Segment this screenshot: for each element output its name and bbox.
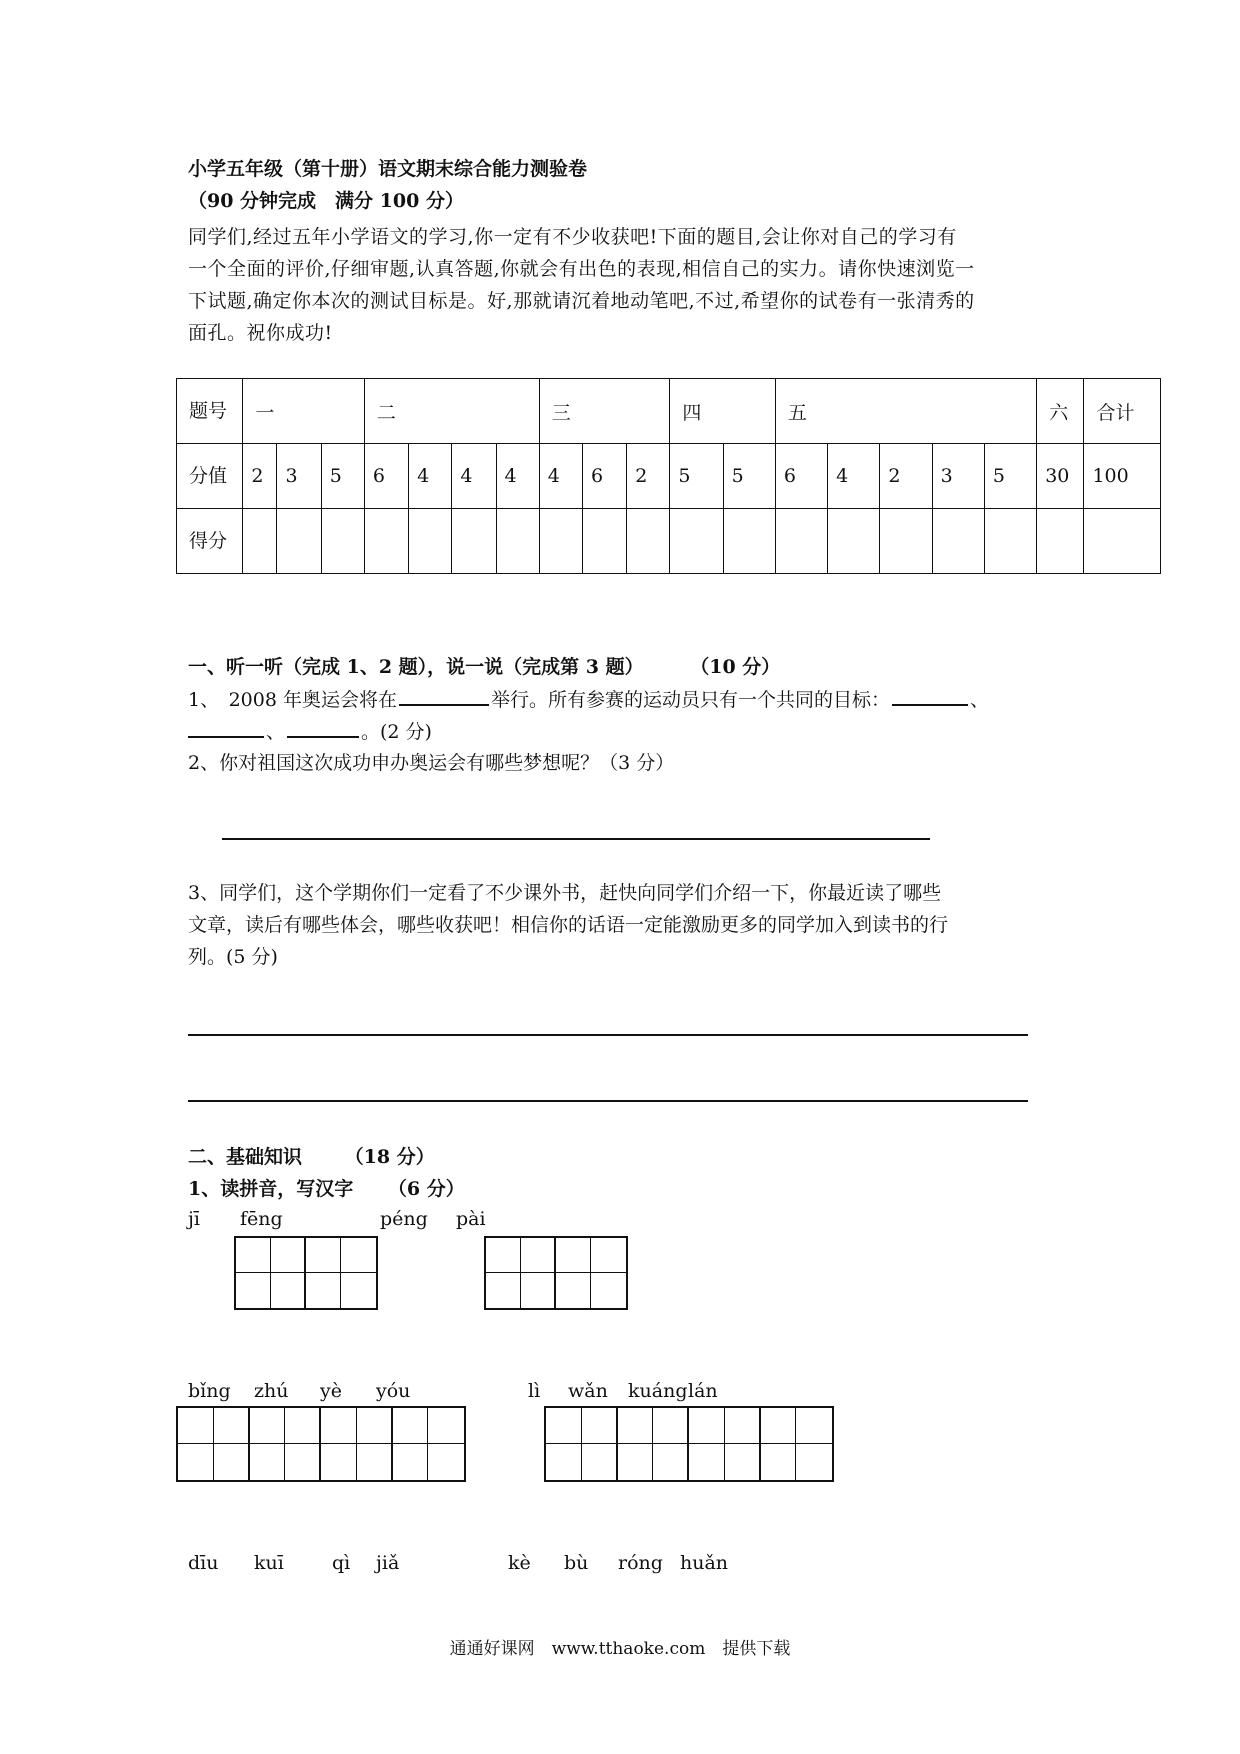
intro-line-1: 同学们,经过五年小学语文的学习,你一定有不少收获吧!下面的题目,会让你对自己的学习有 [188, 226, 957, 248]
section2-heading [188, 1142, 435, 1169]
points-cell: 4 [452, 444, 496, 509]
earned-cell[interactable] [243, 509, 277, 574]
grid-cell[interactable] [761, 1444, 797, 1480]
points-cell: 5 [670, 444, 723, 509]
points-cell: 6 [582, 444, 626, 509]
grid-cell[interactable] [236, 1238, 271, 1273]
page-footer: 通通好课网 www.tthaoke.com 提供下载 [449, 1639, 791, 1659]
earned-cell[interactable] [321, 509, 364, 574]
grid-cell[interactable] [285, 1408, 321, 1444]
grid-cell[interactable] [546, 1444, 582, 1480]
grid-cell[interactable] [393, 1408, 429, 1444]
q3-answer-line-1[interactable] [188, 1034, 1028, 1036]
earned-cell[interactable] [670, 509, 723, 574]
grid-cell[interactable] [306, 1238, 341, 1273]
q1-text-b: 举行。所有参赛的运动员只有一个共同的目标： [490, 689, 890, 711]
grid-cell[interactable] [653, 1408, 689, 1444]
points-cell: 2 [627, 444, 670, 509]
char-grid-3[interactable] [176, 1406, 466, 1482]
earned-cell[interactable] [984, 509, 1036, 574]
pinyin: huǎn [680, 1552, 729, 1574]
intro-line-2: 一个全面的评价,仔细审题,认真答题,你就会有出色的表现,相信自己的实力。请你快速浏览一 [188, 258, 975, 280]
points-cell: 6 [775, 444, 827, 509]
points-cell: 2 [880, 444, 932, 509]
earned-cell[interactable] [539, 509, 582, 574]
points-cell: 2 [243, 444, 277, 509]
pinyin: wǎn [568, 1380, 608, 1402]
pinyin: bǐng [188, 1380, 231, 1402]
grid-cell[interactable] [178, 1408, 214, 1444]
grid-cell[interactable] [214, 1444, 250, 1480]
question-header-5: 五 [775, 379, 1036, 444]
earned-cell[interactable] [409, 509, 452, 574]
pinyin: yè [320, 1380, 342, 1402]
grid-cell[interactable] [306, 1273, 341, 1308]
grid-cell[interactable] [653, 1444, 689, 1480]
earned-cell[interactable] [775, 509, 827, 574]
grid-cell[interactable] [582, 1408, 618, 1444]
pinyin: pài [456, 1208, 486, 1230]
question-header-3: 三 [539, 379, 670, 444]
earned-cell-total[interactable] [1084, 509, 1161, 574]
pinyin: lì [528, 1380, 541, 1402]
points-cell: 6 [364, 444, 408, 509]
pinyin: kuáng [628, 1380, 688, 1402]
char-grid-2[interactable] [484, 1236, 628, 1310]
score-row-earned [177, 509, 1161, 574]
question-1 [188, 684, 1088, 712]
grid-cell[interactable] [428, 1408, 464, 1444]
intro-line-3: 下试题,确定你本次的测试目标是。好,那就请沉着地动笔吧,不过,希望你的试卷有一张清秀的 [188, 290, 975, 312]
earned-cell[interactable] [932, 509, 984, 574]
earned-cell[interactable] [277, 509, 321, 574]
q1-sep-1: 、 [970, 689, 990, 711]
points-cell: 4 [539, 444, 582, 509]
question-3-line-1: 3、同学们，这个学期你们一定看了不少课外书，赶快向同学们介绍一下，你最近读了哪些 [188, 882, 942, 904]
points-cell: 4 [828, 444, 880, 509]
grid-cell[interactable] [521, 1273, 556, 1308]
question-header-2: 二 [364, 379, 539, 444]
grid-cell[interactable] [357, 1444, 393, 1480]
grid-cell[interactable] [321, 1408, 357, 1444]
row-label-earned: 得分 [177, 509, 243, 574]
grid-cell[interactable] [250, 1408, 286, 1444]
pinyin: zhú [254, 1380, 289, 1402]
grid-cell[interactable] [271, 1273, 306, 1308]
points-cell: 4 [496, 444, 539, 509]
grid-cell[interactable] [689, 1408, 725, 1444]
question-2: 2、你对祖国这次成功申办奥运会有哪些梦想呢？（3 分） [188, 752, 675, 774]
q1-blank-goal-1[interactable] [892, 684, 968, 706]
grid-cell[interactable] [725, 1408, 761, 1444]
earned-cell[interactable] [364, 509, 408, 574]
section1-heading [188, 652, 780, 679]
grid-cell[interactable] [618, 1444, 654, 1480]
grid-cell[interactable] [546, 1408, 582, 1444]
exam-subtitle: （90 分钟完成 满分 100 分） [188, 190, 464, 212]
pinyin: kuī [254, 1552, 284, 1574]
grid-cell[interactable] [285, 1444, 321, 1480]
pinyin: dīu [188, 1552, 219, 1574]
grid-cell[interactable] [428, 1444, 464, 1480]
pinyin: jī [188, 1208, 200, 1230]
grid-cell[interactable] [521, 1238, 556, 1273]
score-table [176, 378, 1161, 574]
question-header-4: 四 [670, 379, 776, 444]
row-label-question: 题号 [177, 379, 243, 444]
points-cell: 5 [723, 444, 775, 509]
pinyin: róng [618, 1552, 663, 1574]
points-cell: 5 [321, 444, 364, 509]
question-3-line-2: 文章，读后有哪些体会，哪些收获吧！相信你的话语一定能激励更多的同学加入到读书的行 [188, 914, 949, 936]
points-cell: 3 [932, 444, 984, 509]
earned-cell[interactable] [828, 509, 880, 574]
grid-cell[interactable] [250, 1444, 286, 1480]
earned-cell[interactable] [496, 509, 539, 574]
grid-cell[interactable] [393, 1444, 429, 1480]
sub1-text: 1、读拼音，写汉字 [188, 1178, 354, 1200]
char-grid-1[interactable] [234, 1236, 378, 1310]
q1-points: 。(2 分) [361, 721, 432, 743]
grid-cell[interactable] [486, 1238, 521, 1273]
char-grid-4[interactable] [544, 1406, 834, 1482]
section1-points: （10 分） [690, 656, 781, 678]
q1-blank-goal-2[interactable] [188, 716, 264, 738]
grid-cell[interactable] [796, 1444, 832, 1480]
q2-answer-line[interactable] [222, 838, 930, 840]
score-row-question [177, 379, 1161, 444]
grid-cell[interactable] [556, 1238, 591, 1273]
section2-sub1 [188, 1174, 465, 1201]
grid-cell[interactable] [214, 1408, 250, 1444]
pinyin: fēng [240, 1208, 283, 1230]
q1-text-a: 1、 2008 年奥运会将在 [188, 689, 397, 711]
pinyin: péng [380, 1208, 428, 1230]
points-cell: 4 [409, 444, 452, 509]
pinyin: qì [332, 1552, 351, 1574]
grid-cell[interactable] [725, 1444, 761, 1480]
earned-cell[interactable] [582, 509, 626, 574]
earned-cell[interactable] [723, 509, 775, 574]
question-3-line-3: 列。(5 分) [188, 946, 278, 968]
grid-cell[interactable] [321, 1444, 357, 1480]
grid-cell[interactable] [341, 1238, 376, 1273]
pinyin: bù [564, 1552, 589, 1574]
grid-cell[interactable] [341, 1273, 376, 1308]
sub1-points: （6 分） [387, 1178, 465, 1200]
q3-answer-line-2[interactable] [188, 1100, 1028, 1102]
points-cell: 30 [1037, 444, 1084, 509]
score-row-points [177, 444, 1161, 509]
grid-cell[interactable] [556, 1273, 591, 1308]
question-header-6: 六 [1037, 379, 1084, 444]
row-label-points: 分值 [177, 444, 243, 509]
pinyin: jiǎ [376, 1552, 400, 1574]
q1-sep-2: 、 [266, 721, 286, 743]
question-header-total: 合计 [1084, 379, 1161, 444]
earned-cell[interactable] [452, 509, 496, 574]
grid-cell[interactable] [689, 1444, 725, 1480]
grid-cell[interactable] [236, 1273, 271, 1308]
q1-blank-goal-3[interactable] [287, 716, 359, 738]
section1-heading-text: 一、听一听（完成 1、2 题），说一说（完成第 3 题） [188, 656, 644, 678]
grid-cell[interactable] [796, 1408, 832, 1444]
grid-cell[interactable] [582, 1444, 618, 1480]
exam-title: 小学五年级（第十册）语文期末综合能力测验卷 [188, 158, 588, 180]
pinyin: lán [688, 1380, 718, 1402]
pinyin: kè [508, 1552, 531, 1574]
grid-cell[interactable] [271, 1238, 306, 1273]
earned-cell[interactable] [627, 509, 670, 574]
grid-cell[interactable] [618, 1408, 654, 1444]
grid-cell[interactable] [357, 1408, 393, 1444]
points-cell: 3 [277, 444, 321, 509]
pinyin: yóu [376, 1380, 411, 1402]
grid-cell[interactable] [486, 1273, 521, 1308]
grid-cell[interactable] [178, 1444, 214, 1480]
grid-cell[interactable] [591, 1238, 626, 1273]
q1-blank-city[interactable] [399, 684, 489, 706]
section2-points: （18 分） [344, 1146, 435, 1168]
grid-cell[interactable] [591, 1273, 626, 1308]
question-header-1: 一 [243, 379, 365, 444]
section2-heading-text: 二、基础知识 [188, 1146, 303, 1168]
grid-cell[interactable] [761, 1408, 797, 1444]
earned-cell[interactable] [1037, 509, 1084, 574]
points-cell: 5 [984, 444, 1036, 509]
earned-cell[interactable] [880, 509, 932, 574]
intro-line-4: 面孔。祝你成功! [188, 322, 333, 344]
question-1-cont [188, 716, 432, 744]
points-cell-total: 100 [1084, 444, 1161, 509]
